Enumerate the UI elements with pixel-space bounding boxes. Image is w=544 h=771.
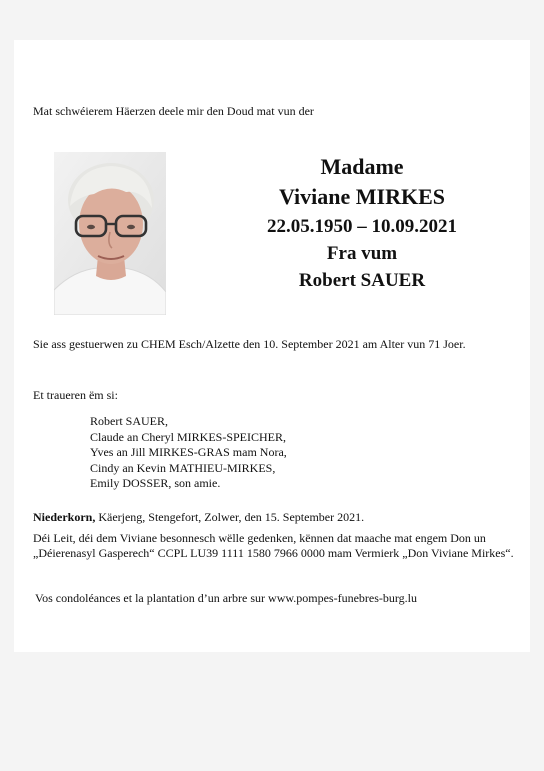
- title-madame: Madame: [320, 154, 404, 179]
- obituary-sheet: [14, 40, 530, 652]
- mourner-item: Emily DOSSER, son amie.: [90, 476, 221, 490]
- deceased-header: [234, 152, 490, 295]
- death-announcement: Sie ass gestuerwen zu CHEM Esch/Alzette den 10. September 2021 am Alter vun 71 Joer.: [33, 337, 466, 351]
- spouse-name: Robert SAUER: [298, 270, 426, 291]
- mourner-item: Yves an Jill MIRKES-GRAS mam Nora,: [90, 445, 287, 459]
- mourner-item: Cindy an Kevin MATHIEU-MIRKES,: [90, 460, 276, 475]
- deceased-name: Viviane MIRKES: [278, 184, 446, 209]
- donation-text: Déi Leit, déi dem Viviane besonnesch wëlle gedenken, kënnen dat maache mat engem Don un „Déierenasyl Gasperech“ CCPL LU39 1111 1580 7966 0000 mam Vermierk „Don Viviane Mirkes“.: [33, 531, 514, 560]
- place-date: Käerjeng, Stengefort, Zolwer, den 15. September 2021.: [95, 510, 365, 524]
- place-name: Niederkorn,: [33, 510, 96, 524]
- mourner-item: Claude an Cheryl MIRKES-SPEICHER,: [90, 429, 286, 444]
- portrait-photo: [54, 152, 166, 315]
- life-dates: 22.05.1950 – 10.09.2021: [267, 216, 457, 237]
- place-date-line: [33, 510, 364, 525]
- mourners-list: [90, 414, 287, 492]
- mourning-intro: Et traueren ëm si:: [33, 388, 118, 402]
- spouse-prefix: Fra vum: [326, 243, 398, 264]
- condolences-text: Vos condoléances et la plantation d’un arbre sur www.pompes-funebres-burg.lu: [35, 591, 418, 605]
- intro-text: Mat schwéierem Häerzen deele mir den Doud mat vun der: [33, 104, 314, 118]
- mourner-item: Robert SAUER,: [90, 414, 168, 428]
